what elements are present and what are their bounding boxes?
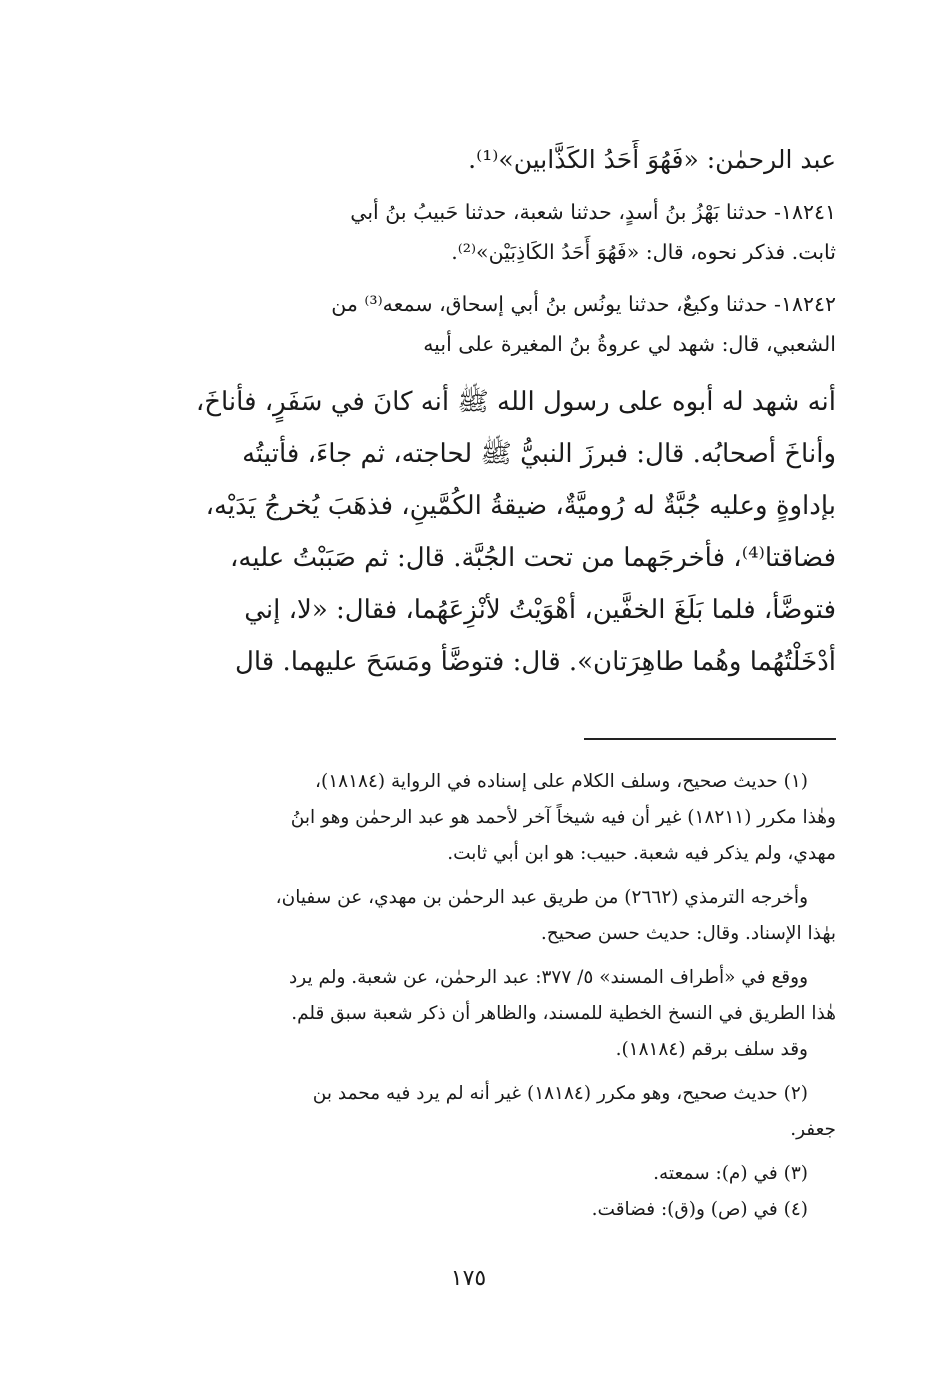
footnote-1-continued-2 (138, 960, 836, 1068)
text-line: بإداوةٍ وعليه جُبَّةٌ له رُوميَّةٌ، ضيقةُ الكُمَّينِ، فذهَبَ يُخرجُ يَدَيْه، (205, 491, 836, 521)
text-line: أدْخَلْتُهُما وهُما طاهِرَتان». قال: فتوضَّأ ومَسَحَ عليهما. قال (234, 647, 836, 677)
footnote-1 (138, 764, 836, 872)
footnote-3: (٣) في (م): سمعته. (653, 1163, 808, 1184)
main-text (138, 140, 836, 688)
text-line: ١٨٢٤٢- حدثنا وكيعٌ، حدثنا يونُس بنُ أبي إسحاق، سمعه⁽³⁾ من (331, 292, 836, 316)
page-number: ١٧٥ (450, 1266, 487, 1291)
footnote-line: وقد سلف برقم (١٨١٨٤). (615, 1039, 808, 1060)
text-line: أنه شهد له أبوه على رسول الله ﷺ أنه كانَ في سَفَرٍ، فأناخَ، (195, 387, 836, 417)
text-line: فتوضَّأ، فلما بَلَغَ الخفَّين، أهْوَيْتُ لأنْزِعَهُما، فقال: «لا، إني (244, 595, 836, 625)
text-line: الشعبي، قال: شهد لي عروةُ بنُ المغيرة على أبيه (423, 332, 836, 356)
footnote-line: مهدي، ولم يذكر فيه شعبة. حبيب: هو ابن أبي ثابت. (447, 843, 836, 864)
footnote-line: جعفر. (790, 1119, 836, 1140)
footnote-line: (٢) حديث صحيح، وهو مكرر (١٨١٨٤) غير أنه لم يرد فيه محمد بن (312, 1083, 808, 1104)
hadith-matn (138, 376, 836, 688)
footnote-line: وأخرجه الترمذي (٢٦٦٢) من طريق عبد الرحمٰن بن مهدي، عن سفيان، (275, 887, 808, 908)
footnote-line: (١) حديث صحيح، وسلف الكلام على إسناده في الرواية (١٨١٨٤)، (315, 771, 808, 792)
footnote-4: (٤) في (ص) و(ق): فضاقت. (591, 1199, 808, 1220)
footnotes (138, 764, 836, 1228)
footnote-line: هٰذا الطريق في النسخ الخطية للمسند، والظاهر أن ذكر شعبة سبق قلم. (291, 1003, 836, 1024)
hadith-18242 (138, 284, 836, 364)
footnote-line: ووقع في «أطراف المسند» ٥/ ٣٧٧: عبد الرحمٰن، عن شعبة. ولم يرد (289, 967, 808, 988)
hadith-18241 (138, 192, 836, 272)
footnote-divider (584, 738, 836, 740)
text-line: ثابت. فذكر نحوه، قال: «فَهُوَ أَحَدُ الكَاذِبَيْن»⁽²⁾. (451, 240, 836, 264)
text-line: ١٨٢٤١- حدثنا بَهْزُ بنُ أسدٍ، حدثنا شعبة، حدثنا حَبيبُ بنُ أبي (350, 200, 836, 224)
footnote-2 (138, 1076, 836, 1148)
footnote-line: وهٰذا مكرر (١٨٢١١) غير أن فيه شيخاً آخر لأحمد هو عبد الرحمٰن وهو ابنُ (290, 807, 836, 828)
footnote-1-continued (138, 880, 836, 952)
intro-line: عبد الرحمٰن: «فَهُوَ أَحَدُ الكَذَّابين»⁽¹⁾. (468, 145, 836, 174)
text-line: فضاقتا⁽⁴⁾، فأخرجَهما من تحت الجُبَّة. قال: ثم صَبَبْتُ عليه، (230, 543, 836, 573)
footnote-line: بهٰذا الإسناد. وقال: حديث حسن صحيح. (540, 923, 836, 944)
text-line: وأناخَ أصحابُه. قال: فبرزَ النبيُّ ﷺ لحاجته، ثم جاءَ، فأتيتُه (242, 439, 836, 469)
